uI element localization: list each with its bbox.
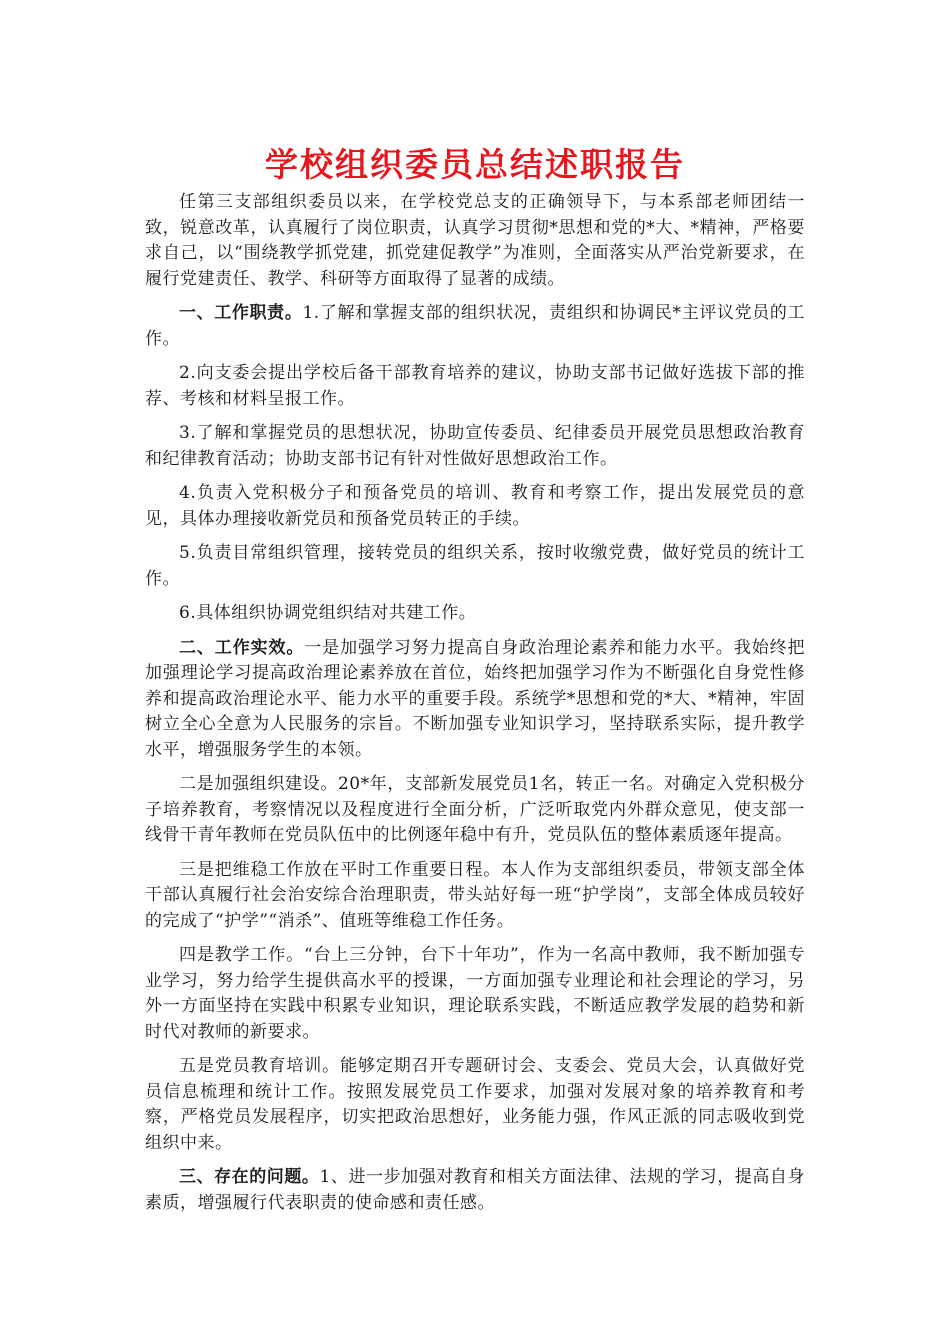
paragraph-duties-1: [145, 301, 805, 352]
paragraph-text: 三是把维稳工作放在平时工作重要日程。本人作为支部组织委员，带领支部全体干部认真履行社会治安综合治理职责，带头站好每一班“护学岗”，支部全体成员较好的完成了“护学”“消杀”、值班等维稳工作任务。: [145, 859, 805, 931]
paragraph-text: 二是加强组织建设。20*年，支部新发展党员1名，转正一名。对确定入党积极分子培养教育，考察情况以及程度进行全面分析，广泛听取党内外群众意见，使支部一线骨干青年教师在党员队伍中的比例逐年稳中有升，党员队伍的整体素质逐年提高。: [145, 774, 805, 845]
paragraph-text: 任第三支部组织委员以来，在学校党总支的正确领导下，与本系部老师团结一致，锐意改革，认真履行了岗位职责，认真学习贯彻*思想和党的*大、*精神，严格要求自己，以“围绕教学抓党建，抓党建促教学”为准则，全面落实从严治党新要求，在履行党建责任、教学、科研等方面取得了显著的成绩。: [145, 192, 805, 289]
paragraph-text: 1、进一步加强对教育和相关方面法律、法规的学习，提高自身素质，增强履行代表职责的使命感和责任感。: [145, 1167, 805, 1213]
paragraph-text: 1.了解和掌握支部的组织状况，责组织和协调民*主评议党员的工作。: [145, 303, 806, 349]
paragraph-text: 4.负责入党积极分子和预备党员的培训、教育和考察工作，提出发展党员的意见，具体办理接收新党员和预备党员转正的手续。: [145, 483, 805, 529]
section-heading-problems: 三、存在的问题。: [179, 1167, 320, 1187]
section-heading-duties: 一、工作职责。: [179, 303, 303, 323]
paragraph-duties-3: [145, 421, 805, 472]
paragraph-results-1: [145, 636, 805, 764]
paragraph-intro: [145, 190, 805, 292]
paragraph-duties-4: [145, 481, 805, 532]
paragraph-text: 2.向支委会提出学校后备干部教育培养的建议，协助支部书记做好选拔下部的推荐、考核和材料呈报工作。: [145, 363, 805, 409]
paragraph-results-5: [145, 1054, 805, 1156]
paragraph-duties-2: [145, 361, 805, 412]
paragraph-results-4: [145, 943, 805, 1045]
paragraph-results-3: [145, 858, 805, 935]
paragraph-text: 3.了解和掌握党员的思想状况，协助宣传委员、纪律委员开展党员思想政治教育和纪律教育活动；协助支部书记有针对性做好思想政治工作。: [145, 423, 805, 469]
document-page: [145, 0, 805, 1216]
paragraph-duties-5: [145, 541, 805, 592]
paragraph-text: 6.具体组织协调党组织结对共建工作。: [179, 603, 477, 623]
paragraph-text: 5.负责目常组织管理，接转党员的组织关系，按时收缴党费，做好党员的统计工作。: [145, 543, 805, 589]
paragraph-results-2: [145, 772, 805, 849]
paragraph-duties-6: [145, 601, 805, 627]
section-heading-results: 二、工作实效。: [179, 637, 305, 658]
document-title: 学校组织委员总结述职报告: [265, 145, 685, 184]
paragraph-text: 五是党员教育培训。能够定期召开专题研讨会、支委会、党员大会，认真做好党员信息梳理和统计工作。按照发展党员工作要求，加强对发展对象的培养教育和考察，严格党员发展程序，切实把政治思想好，业务能力强，作风正派的同志吸收到党组织中来。: [145, 1056, 805, 1153]
paragraph-text: 四是教学工作。“台上三分钟，台下十年功”，作为一名高中教师，我不断加强专业学习，努力给学生提供高水平的授课，一方面加强专业理论和社会理论的学习，另外一方面坚持在实践中积累专业知识，理论联系实践，不断适应教学发展的趋势和新时代对教师的新要求。: [145, 945, 805, 1042]
paragraph-text: 一是加强学习努力提高自身政治理论素养和能力水平。我始终把加强理论学习提高政治理论素养放在首位，始终把加强学习作为不断强化自身党性修养和提高政治理论水平、能力水平的重要手段。系统学*思想和党的*大、*精神，牢固树立全心全意为人民服务的宗旨。不断加强专业知识学习，坚持联系实际，提升教学水平，增强服务学生的本领。: [145, 637, 806, 760]
paragraph-problems-1: [145, 1165, 805, 1216]
